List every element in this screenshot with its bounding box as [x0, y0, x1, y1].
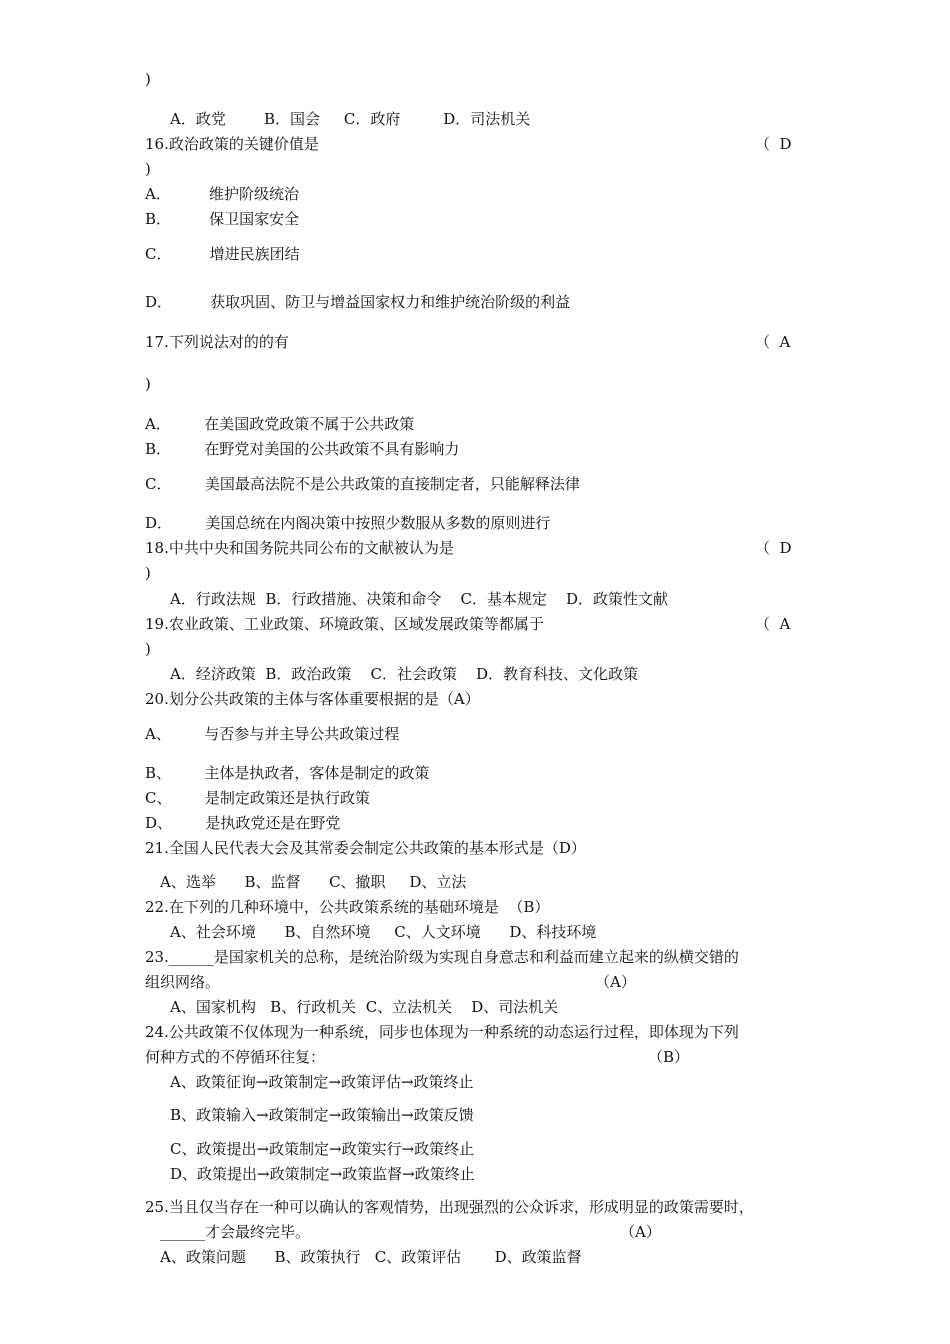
- q16-option-c: C． 增进民族团结: [145, 245, 300, 263]
- q23-stem: 23.______是国家机关的总称，是统治阶级为实现自身意志和利益而建立起来的纵横交错的: [145, 948, 739, 966]
- q18-options: A．行政法规 B．行政措施、决策和命令 C．基本规定 D．政策性文献: [170, 590, 669, 608]
- q18-close-paren: ): [145, 564, 151, 582]
- q16-close-paren: ): [145, 160, 151, 178]
- q23-stem-line2: 组织网络。: [145, 973, 221, 991]
- q25-stem-line2: ______才会最终完毕。: [160, 1223, 311, 1241]
- q20-option-b: B、 主体是执政者，客体是制定的政策: [145, 764, 430, 782]
- q17-option-a: A． 在美国政党政策不属于公共政策: [145, 415, 415, 433]
- q25-stem: 25.当且仅当存在一种可以确认的客观情势，出现强烈的公众诉求，形成明显的政策需要时，: [145, 1198, 754, 1216]
- q16-answer: （ D: [755, 135, 792, 153]
- q25-options: A、政策问题 B、政策执行 C、政策评估 D、政策监督: [160, 1248, 582, 1266]
- q22-options: A、社会环境 B、自然环境 C、人文环境 D、科技环境: [170, 923, 597, 941]
- q19-close-paren: ): [145, 640, 151, 658]
- q20-option-c: C、 是制定政策还是执行政策: [145, 789, 370, 807]
- q24-option-c: C、政策提出→政策制定→政策实行→政策终止: [170, 1140, 475, 1158]
- q16-option-a: A． 维护阶级统治: [145, 185, 299, 203]
- q17-option-c: C． 美国最高法院不是公共政策的直接制定者，只能解释法律: [145, 475, 580, 493]
- q15-close-paren: ): [145, 70, 151, 88]
- q24-stem: 24.公共政策不仅体现为一种系统，同步也体现为一种系统的动态运行过程，即体现为下列: [145, 1023, 739, 1041]
- q18-stem: 18.中共中央和国务院共同公布的文献被认为是: [145, 539, 454, 557]
- q17-option-d: D． 美国总统在内阁决策中按照少数服从多数的原则进行: [145, 514, 551, 532]
- q20-option-d: D、 是执政党还是在野党: [145, 814, 341, 832]
- q17-close-paren: ): [145, 375, 151, 393]
- q20-option-a: A、 与否参与并主导公共政策过程: [145, 725, 400, 743]
- q16-option-d: D． 获取巩固、防卫与增益国家权力和维护统治阶级的利益: [145, 293, 571, 311]
- q17-option-b: B． 在野党对美国的公共政策不具有影响力: [145, 440, 460, 458]
- q21-stem: 21.全国人民代表大会及其常委会制定公共政策的基本形式是（D）: [145, 839, 586, 857]
- q24-stem-line2: 何种方式的不停循环往复：: [145, 1048, 326, 1066]
- q23-options: A、国家机构 B、行政机关 C、立法机关 D、司法机关: [170, 998, 559, 1016]
- q24-answer: （B）: [648, 1048, 690, 1066]
- q19-options: A．经济政策 B．政治政策 C．社会政策 D．教育科技、文化政策: [170, 665, 639, 683]
- q15-options: A．政党 B．国会 C．政府 D．司法机关: [170, 110, 531, 128]
- q16-stem: 16.政治政策的关键价值是: [145, 135, 319, 153]
- q17-stem: 17.下列说法对的的有: [145, 333, 289, 351]
- q17-answer: （ A: [755, 333, 791, 351]
- q24-option-b: B、政策输入→政策制定→政策输出→政策反馈: [170, 1106, 474, 1124]
- q22-stem: 22.在下列的几种环境中，公共政策系统的基础环境是 （B）: [145, 898, 550, 916]
- q23-answer: （A）: [595, 973, 636, 991]
- q19-answer: （ A: [755, 615, 791, 633]
- q21-options: A、选举 B、监督 C、撤职 D、立法: [160, 873, 467, 891]
- q24-option-a: A、政策征询→政策制定→政策评估→政策终止: [170, 1073, 474, 1091]
- q19-stem: 19.农业政策、工业政策、环境政策、区域发展政策等都属于: [145, 615, 544, 633]
- q24-option-d: D、政策提出→政策制定→政策监督→政策终止: [170, 1165, 475, 1183]
- q25-answer: （A）: [620, 1223, 661, 1241]
- q20-stem: 20.划分公共政策的主体与客体重要根据的是（A）: [145, 690, 480, 708]
- q18-answer: （ D: [755, 539, 792, 557]
- q16-option-b: B． 保卫国家安全: [145, 210, 300, 228]
